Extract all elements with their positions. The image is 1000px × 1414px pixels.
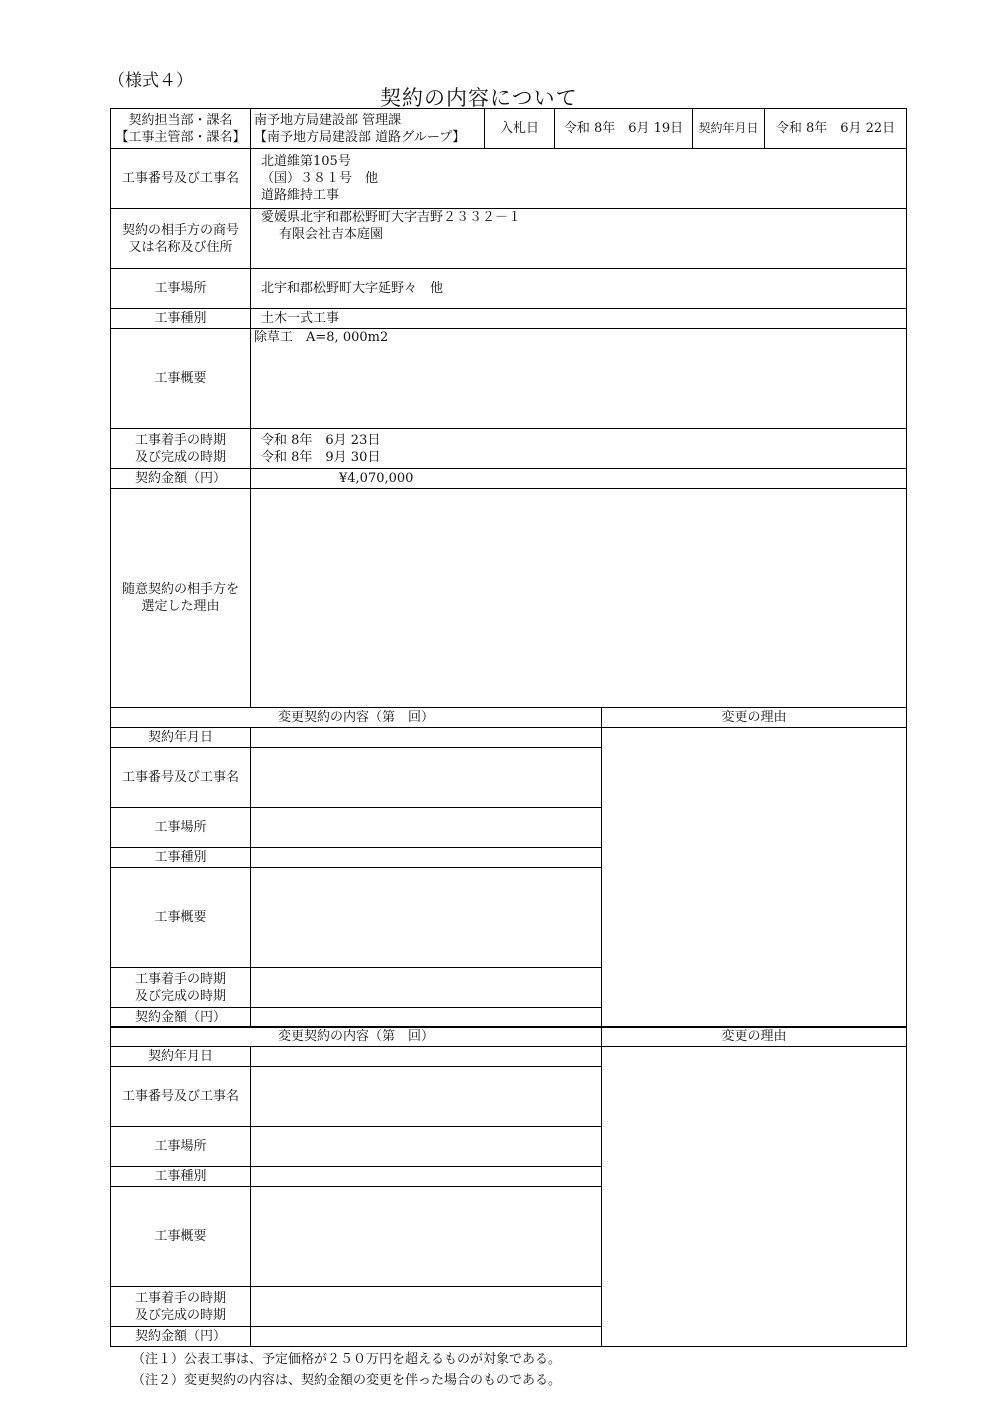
change-heading: 変更契約の内容（第 回）: [111, 708, 602, 728]
change-work-number-label: 工事番号及び工事名: [111, 1067, 251, 1127]
change-period-label: [111, 1287, 251, 1327]
reason-label-line2: 選定した理由: [141, 599, 220, 614]
change-amount-value: [251, 1327, 602, 1347]
dept-value-cell: [251, 109, 485, 149]
change-period-label-line2: 及び完成の時期: [134, 1307, 226, 1323]
reason-label: [111, 489, 251, 708]
period-end: 令和 8年 9月 30日: [261, 449, 381, 465]
period-label: [111, 429, 251, 469]
change-amount-value: [251, 1008, 602, 1028]
contract-date-value: 令和 8年 6月 22日: [765, 109, 907, 149]
dept-label-cell: [111, 109, 251, 149]
change-contract-table-1: [110, 707, 907, 1028]
change-summary-label: 工事概要: [111, 1187, 251, 1287]
summary-value: 除草工 A=8, 000m2: [251, 329, 907, 429]
change-period-label-line2: 及び完成の時期: [134, 988, 226, 1004]
change-summary-value: [251, 868, 602, 968]
partner-label: [111, 209, 251, 269]
change-period-label-line1: 工事着手の時期: [134, 1290, 226, 1306]
change-location-label: 工事場所: [111, 1127, 251, 1167]
summary-label: 工事概要: [111, 329, 251, 429]
partner-row: [111, 209, 907, 269]
summary-row: [111, 329, 907, 429]
change-date-value: [251, 1047, 602, 1067]
amount-row: [111, 469, 907, 489]
location-value: 北宇和郡松野町大字延野々 他: [251, 269, 907, 309]
note-2: （注２）変更契約の内容は、契約金額の変更を伴った場合のものである。: [132, 1373, 562, 1388]
work-number-value: [251, 149, 907, 209]
document-title: 契約の内容について: [380, 86, 578, 110]
change-amount-label: 契約金額（円）: [111, 1008, 251, 1028]
dept-value-line1: 南予地方局建設部 管理課: [254, 112, 402, 128]
reason-row: [111, 489, 907, 708]
partner-name: 有限会社吉本庭園: [279, 227, 384, 242]
change-heading-row: [111, 1027, 907, 1047]
change-date-row: [111, 1047, 907, 1067]
dept-label-line2: 【工事主管部・課名】: [115, 129, 246, 145]
change-period-label: [111, 968, 251, 1008]
dept-value-line2: 【南予地方局建設部 道路グループ】: [254, 129, 466, 145]
change-work-number-value: [251, 748, 602, 808]
partner-address: 愛媛県北宇和郡松野町大字吉野２３３２－１: [261, 210, 522, 225]
change-date-value: [251, 728, 602, 748]
location-label: 工事場所: [111, 269, 251, 309]
work-number-line2: （国）３８１号 他: [261, 171, 379, 186]
change-date-row: [111, 728, 907, 748]
change-work-number-value: [251, 1067, 602, 1127]
change-work-number-label: 工事番号及び工事名: [111, 748, 251, 808]
change-location-value: [251, 808, 602, 848]
work-number-row: [111, 149, 907, 209]
bid-date-value: 令和 8年 6月 19日: [555, 109, 693, 149]
amount-value: ¥4,070,000: [251, 469, 907, 489]
change-amount-label: 契約金額（円）: [111, 1327, 251, 1347]
dept-label-line1: 契約担当部・課名: [128, 112, 233, 128]
change-reason-value: [602, 1047, 907, 1347]
work-number-label: 工事番号及び工事名: [111, 149, 251, 209]
contract-date-label: 契約年月日: [693, 109, 765, 149]
work-number-line1: 北道維第105号: [261, 154, 351, 169]
change-reason-value: [602, 728, 907, 1028]
change-period-value: [251, 1287, 602, 1327]
form-number-label: （様式４）: [108, 71, 193, 91]
change-category-label: 工事種別: [111, 1167, 251, 1187]
category-row: [111, 309, 907, 329]
bid-date-label: 入札日: [485, 109, 555, 149]
change-category-label: 工事種別: [111, 848, 251, 868]
period-label-line1: 工事着手の時期: [134, 432, 226, 448]
period-label-line2: 及び完成の時期: [134, 449, 226, 465]
contract-main-table: [110, 108, 907, 708]
change-period-label-line1: 工事着手の時期: [134, 971, 226, 987]
reason-value: [251, 489, 907, 708]
change-location-label: 工事場所: [111, 808, 251, 848]
work-number-line3: 道路維持工事: [261, 188, 340, 203]
change-date-label: 契約年月日: [111, 1047, 251, 1067]
category-label: 工事種別: [111, 309, 251, 329]
partner-label-line2: 又は名称及び住所: [128, 239, 233, 255]
change-contract-table-2: [110, 1026, 907, 1347]
period-start: 令和 8年 6月 23日: [261, 432, 381, 448]
amount-label: 契約金額（円）: [111, 469, 251, 489]
note-1: （注１）公表工事は、予定価格が２５０万円を超えるものが対象である。: [132, 1352, 562, 1367]
partner-value: [251, 209, 907, 269]
change-category-value: [251, 848, 602, 868]
category-value: 土木一式工事: [251, 309, 907, 329]
change-location-value: [251, 1127, 602, 1167]
change-period-value: [251, 968, 602, 1008]
change-reason-heading: 変更の理由: [602, 708, 907, 728]
change-category-value: [251, 1167, 602, 1187]
change-summary-value: [251, 1187, 602, 1287]
header-row: [111, 109, 907, 149]
change-summary-label: 工事概要: [111, 868, 251, 968]
change-reason-heading: 変更の理由: [602, 1027, 907, 1047]
period-row: [111, 429, 907, 469]
change-heading: 変更契約の内容（第 回）: [111, 1027, 602, 1047]
reason-label-line1: 随意契約の相手方を: [121, 582, 239, 597]
location-row: [111, 269, 907, 309]
change-heading-row: [111, 708, 907, 728]
partner-label-line1: 契約の相手方の商号: [121, 222, 239, 238]
change-date-label: 契約年月日: [111, 728, 251, 748]
period-value: [251, 429, 907, 469]
